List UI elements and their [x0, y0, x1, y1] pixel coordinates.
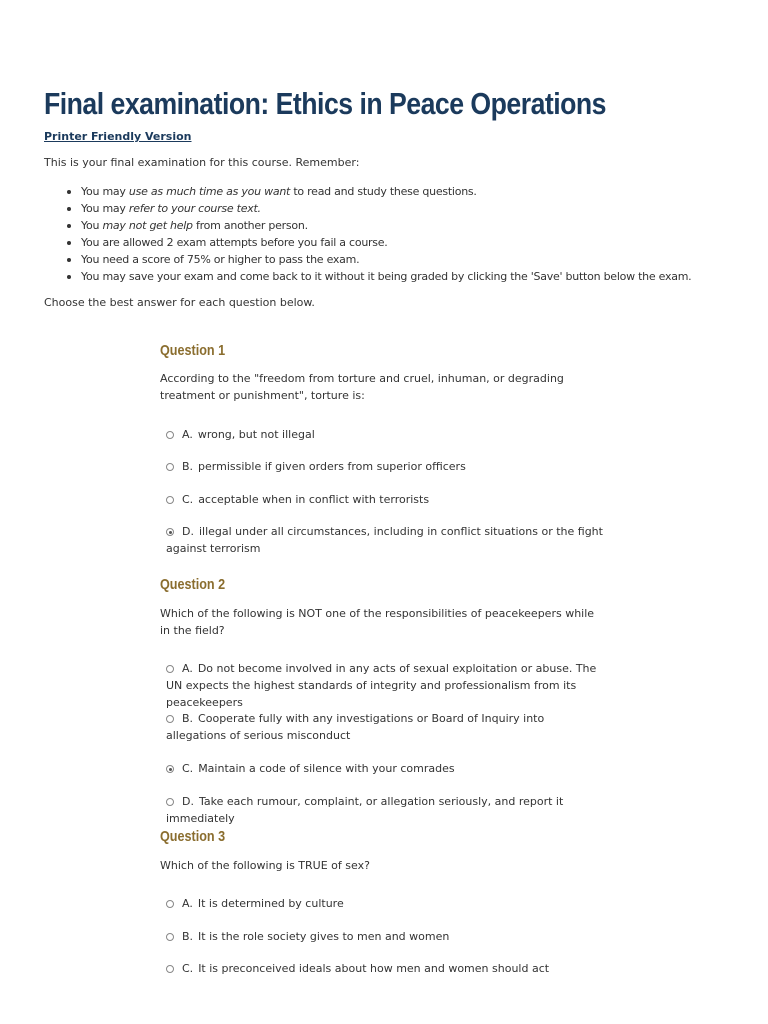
radio-button[interactable]: [166, 665, 174, 673]
answer-option[interactable]: B. Cooperate fully with any investigations or Board of Inquiry into allegations of serious misconduct: [166, 712, 545, 742]
radio-button[interactable]: [166, 463, 174, 471]
question-text: Which of the following is TRUE of sex?: [160, 859, 370, 872]
rule-item: You may not get help from another person.: [81, 217, 691, 234]
radio-button[interactable]: [166, 496, 174, 504]
answer-option[interactable]: A. It is determined by culture: [166, 895, 606, 912]
rule-item: You may save your exam and come back to it without it being graded by clicking the 'Save' button below the exam.: [81, 270, 692, 283]
question-heading: Question 3: [160, 828, 226, 845]
radio-button[interactable]: [166, 900, 174, 908]
answer-option[interactable]: C. Maintain a code of silence with your comrades: [166, 760, 606, 777]
answer-option[interactable]: B. It is the role society gives to men and women: [166, 928, 606, 945]
radio-button-selected[interactable]: [166, 765, 174, 773]
answer-option[interactable]: A. wrong, but not illegal: [166, 426, 606, 443]
answer-option[interactable]: C. It is preconceived ideals about how men and women should act: [166, 960, 606, 977]
question-text: Which of the following is NOT one of the responsibilities of peacekeepers while in the field?: [160, 607, 595, 637]
rule-item: You are allowed 2 exam attempts before you fail a course.: [81, 234, 691, 251]
printer-friendly-link[interactable]: Printer Friendly Version: [44, 130, 192, 143]
rule-item: You may refer to your course text.: [81, 200, 691, 217]
rules-list: [44, 183, 691, 285]
question-text: According to the "freedom from torture and cruel, inhuman, or degrading treatment or punishment", torture is:: [160, 372, 564, 402]
answer-option[interactable]: D. Take each rumour, complaint, or allegation seriously, and report it immediately: [166, 795, 564, 825]
answer-option[interactable]: A. Do not become involved in any acts of sexual exploitation or abuse. The UN expects the highest standards of integrity and professionalism from its peacekeepers: [166, 662, 597, 709]
answer-option[interactable]: D. illegal under all circumstances, including in conflict situations or the fight against terrorism: [166, 525, 603, 555]
answer-option[interactable]: B. permissible if given orders from superior officers: [166, 458, 606, 475]
instructions-text: Choose the best answer for each question below.: [44, 296, 315, 309]
answer-option[interactable]: C. acceptable when in conflict with terrorists: [166, 491, 606, 508]
radio-button[interactable]: [166, 715, 174, 723]
rule-item: You may use as much time as you want to read and study these questions.: [81, 183, 691, 200]
radio-button[interactable]: [166, 933, 174, 941]
question-heading: Question 2: [160, 576, 226, 593]
rule-item: You need a score of 75% or higher to pass the exam.: [81, 251, 691, 268]
radio-button[interactable]: [166, 431, 174, 439]
intro-text: This is your final examination for this course. Remember:: [44, 156, 360, 169]
radio-button-selected[interactable]: [166, 528, 174, 536]
radio-button[interactable]: [166, 798, 174, 806]
radio-button[interactable]: [166, 965, 174, 973]
page-title: Final examination: Ethics in Peace Operations: [44, 86, 606, 121]
question-heading: Question 1: [160, 342, 226, 359]
